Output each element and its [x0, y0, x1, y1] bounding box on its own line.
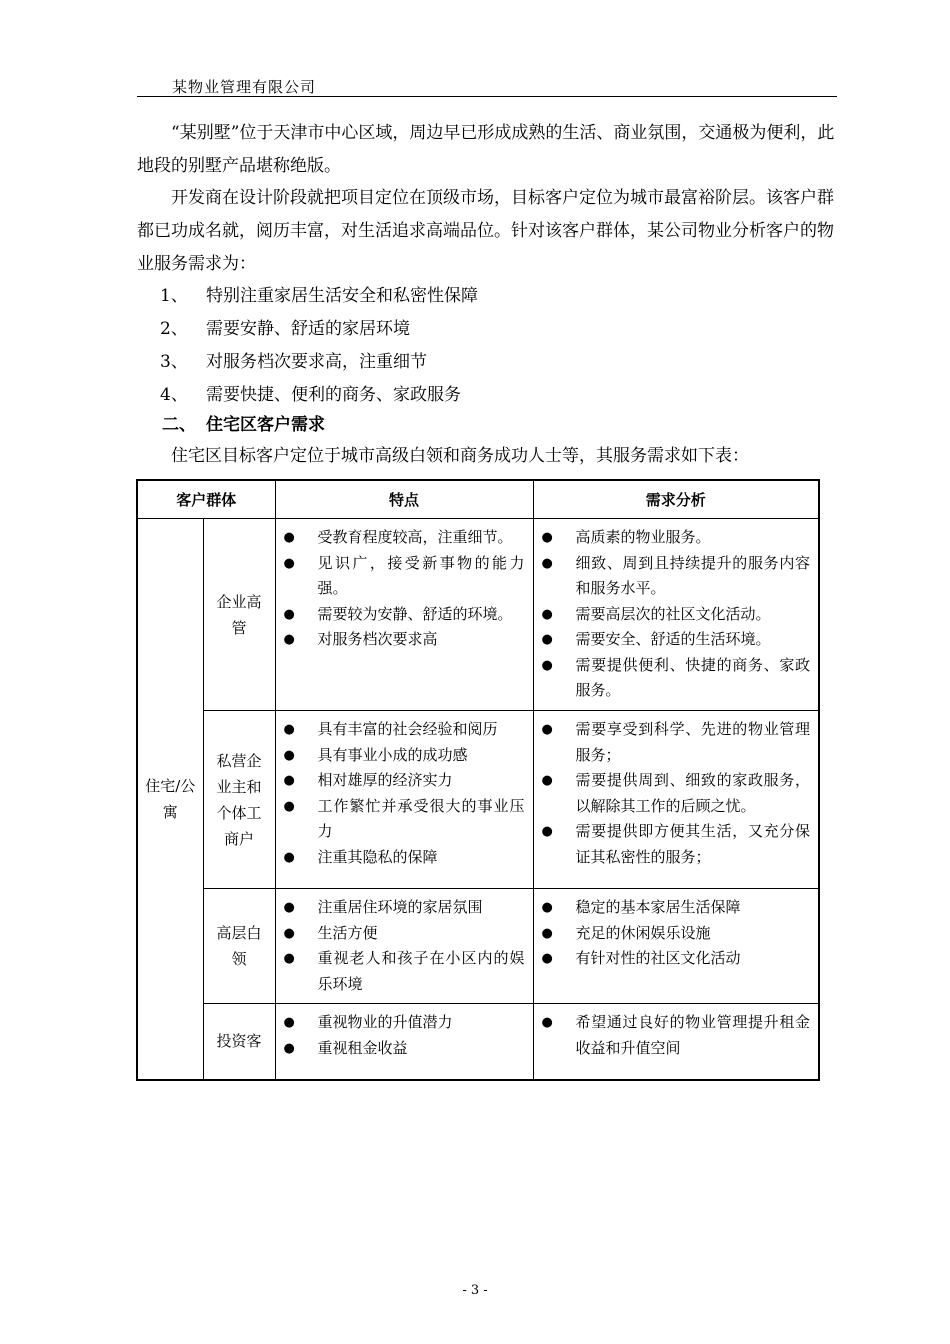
group-cell: 企业高管 [203, 519, 275, 711]
needs-list [160, 280, 478, 412]
group-cell: 投资客 [203, 1004, 275, 1080]
header-traits: 特点 [275, 480, 533, 519]
traits-cell: ● 受教育程度较高，注重细节。 ● 见识广，接受新事物的能力强。 ● 需要较为安静、舒适的环境。 ● 对服务档次要求高 [275, 519, 533, 711]
list-item: 2、 需要安静、舒适的家居环境 [160, 319, 410, 339]
paragraph-positioning: 开发商在设计阶段就把项目定位在顶级市场，目标客户定位为城市最富裕阶层。该客户群都已功成名就，阅历丰富，对生活追求高端品位。针对该客户群体，某公司物业分析客户的物业服务需求为： [137, 188, 834, 274]
table-row [137, 519, 819, 711]
category-cell: 住宅/公寓 [137, 519, 203, 1080]
table-row [137, 1004, 819, 1080]
group-cell: 高层白领 [203, 889, 275, 1004]
customer-needs-table [136, 479, 820, 1081]
header-needs: 需求分析 [533, 480, 819, 519]
traits-cell: ● 注重居住环境的家居氛围 ● 生活方便 ● 重视老人和孩子在小区内的娱乐环境 [275, 889, 533, 1004]
group-cell: 私营企业主和个体工商户 [203, 711, 275, 889]
company-name: 某物业管理有限公司 [172, 78, 317, 96]
table-intro: 住宅区目标客户定位于城市高级白领和商务成功人士等，其服务需求如下表： [171, 446, 749, 466]
header-group: 客户群体 [137, 480, 275, 519]
needs-cell: ● 需要享受到科学、先进的物业管理服务； ● 需要提供周到、细致的家政服务，以解除其工作的后顾之忧。 ● 需要提供即方便其生活，又充分保证其私密性的服务； [533, 711, 819, 889]
traits-cell: ● 具有丰富的社会经验和阅历 ● 具有事业小成的成功感 ● 相对雄厚的经济实力 ● 工作繁忙并承受很大的事业压力 ● 注重其隐私的保障 [275, 711, 533, 889]
traits-cell: ● 重视物业的升值潜力 ● 重视租金收益 [275, 1004, 533, 1080]
list-item: 1、 特别注重家居生活安全和私密性保障 [160, 286, 478, 306]
paragraph-location: “某别墅”位于天津市中心区域，周边早已形成成熟的生活、商业氛围，交通极为便利，此地段的别墅产品堪称绝版。 [137, 123, 835, 176]
needs-cell: ● 稳定的基本家居生活保障 ● 充足的休闲娱乐设施 ● 有针对性的社区文化活动 [533, 889, 819, 1004]
page-header [137, 70, 837, 97]
needs-cell: ● 希望通过良好的物业管理提升租金收益和升值空间 [533, 1004, 819, 1080]
page-number: - 3 - [462, 1283, 488, 1298]
needs-cell: ● 高质素的物业服务。 ● 细致、周到且持续提升的服务内容和服务水平。 ● 需要高层次的社区文化活动。 ● 需要安全、舒适的生活环境。 ● 需要提供便利、快捷的商务、家政服务。 [533, 519, 819, 711]
list-item: 3、 对服务档次要求高，注重细节 [160, 352, 427, 372]
list-item: 4、 需要快捷、便利的商务、家政服务 [160, 385, 461, 405]
table-header-row [137, 480, 819, 519]
section-heading: 二、 住宅区客户需求 [162, 415, 325, 435]
table-row [137, 711, 819, 889]
table-row [137, 889, 819, 1004]
